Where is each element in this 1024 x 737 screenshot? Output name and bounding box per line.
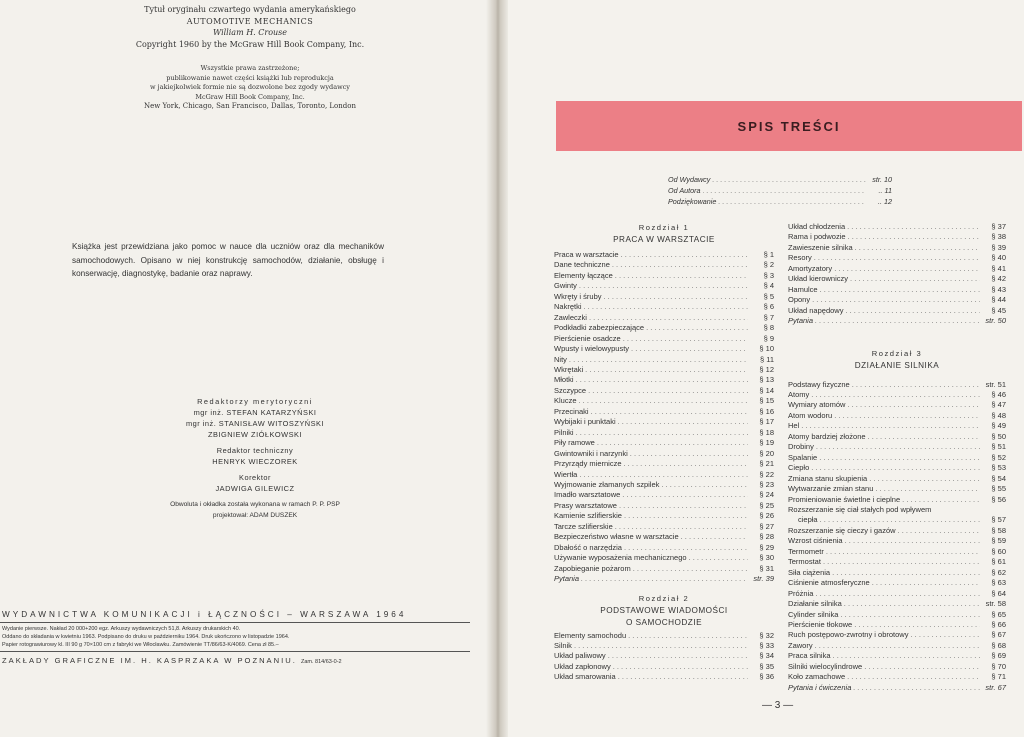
entry-label: Nakrętki [554, 302, 582, 312]
entry-label: Układ kierowniczy [788, 274, 849, 284]
entry-ref: § 40 [991, 253, 1006, 263]
toc-entry [554, 344, 774, 354]
entry-ref: § 12 [759, 364, 774, 374]
entry-label: Wkręty i śruby [554, 291, 602, 301]
imprint-details [0, 622, 470, 652]
entry-ref: § 4 [763, 281, 774, 291]
entry-ref: § 17 [759, 417, 774, 427]
toc-entry [788, 526, 1006, 536]
entry-ref: § 11 [759, 354, 774, 364]
entry-ref: § 6 [763, 302, 774, 312]
entry-ref: § 36 [759, 672, 774, 682]
chapter-1-items [554, 250, 774, 574]
toc-entry [788, 620, 1006, 630]
entry-ref: § 25 [759, 500, 774, 510]
entry-ref: § 38 [991, 232, 1006, 242]
toc-entry-wrapped [788, 505, 1006, 526]
toc-entry [788, 380, 1006, 390]
entry-label: Imadło warsztatowe [554, 490, 621, 500]
entry-ref: § 22 [759, 469, 774, 479]
entry-ref: § 19 [759, 438, 774, 448]
entry-label: Rozszerzanie się ciał stałych pod wpływem [788, 504, 932, 514]
toc-entry [554, 449, 774, 459]
technical-editor-name: HENRYK WIECZOREK [212, 457, 298, 466]
entry-label: Układ paliwowy [554, 651, 606, 661]
toc-entry [788, 411, 1006, 421]
entry-label: Klucze [554, 396, 577, 406]
entry-ref: § 56 [991, 494, 1006, 504]
toc-entry [788, 253, 1006, 263]
copyright-block [70, 4, 430, 50]
printer-name: ZAKŁADY GRAFICZNE IM. H. KASPRZAKA W POZNANIU. [2, 656, 297, 665]
imprint-line: Papier rotograwiurowy kl. III 90 g 70×100 cm z fabryki we Włocławku. Zamówienie TT/86/63-K/4069. Cena zł 85.– [2, 642, 279, 648]
entry-label: Piły ramowe [554, 438, 595, 448]
toc-entry [554, 323, 774, 333]
entry-ref: § 9 [763, 333, 774, 343]
entry-ref: § 39 [991, 242, 1006, 252]
entry-label: Zawieszenie silnika [788, 242, 853, 252]
rights-line: publikowanie nawet części książki lub reprodukcja [166, 73, 334, 82]
entry-label: Silniki wielocylindrowe [788, 661, 863, 671]
toc-entry [554, 553, 774, 563]
toc-entry [554, 250, 774, 260]
entry-label: Wzrost ciśnienia [788, 536, 843, 546]
chapter-2-title [554, 605, 774, 629]
toc-entry [554, 292, 774, 302]
chapter-1-title: PRACA W WARSZTACIE [613, 235, 715, 244]
entry-label: Układ chłodzenia [788, 222, 846, 231]
toc-entry [788, 295, 1006, 305]
entry-label: Pytania [554, 574, 580, 584]
entry-label: Młotki [554, 375, 574, 385]
entry-label: Amortyzatory [788, 263, 833, 273]
toc-entry [554, 501, 774, 511]
entry-label: Wpusty i wielowypusty [554, 344, 630, 354]
toc-entry [788, 610, 1006, 620]
page-number: — 3 — [762, 700, 794, 711]
toc-entry [554, 428, 774, 438]
entry-label: Układ zapłonowy [554, 661, 611, 671]
entry-label: Próżnia [788, 588, 814, 598]
toc-entry [554, 631, 774, 641]
entry-ref: § 49 [991, 421, 1006, 431]
chapter-3-items-continued [788, 526, 1006, 683]
entry-label: Nity [554, 354, 567, 364]
chapter-3-title: DZIAŁANIE SILNIKA [854, 360, 940, 370]
proofreader-name: JADWIGA GILEWICZ [215, 484, 295, 493]
entry-label: Resory [788, 253, 812, 263]
cover-designer: projektował: ADAM DUSZEK [212, 512, 298, 519]
toc-entry [788, 495, 1006, 505]
entry-label: Rama i podwozie [788, 232, 846, 242]
toc-entry [788, 232, 1006, 242]
entry-label: Opony [788, 295, 811, 305]
entry-label: Atom wodoru [788, 410, 833, 420]
entry-ref: § 67 [991, 630, 1006, 640]
entry-label: Działanie silnika [788, 599, 842, 609]
entry-ref: str. 67 [985, 682, 1006, 692]
toc-entry [788, 484, 1006, 494]
entry-label: Używanie wyposażenia mechanicznego [554, 553, 687, 563]
entry-label: Hamulce [788, 284, 818, 294]
imprint-footer [0, 610, 470, 665]
entry-label: Pytania i ćwiczenia [788, 682, 852, 692]
entry-ref: § 66 [991, 619, 1006, 629]
toc-entry [554, 386, 774, 396]
entry-ref: § 55 [991, 484, 1006, 494]
toc-entry [554, 313, 774, 323]
imprint-line: Wydanie pierwsze. Nakład 20 000+200 egz. Arkuszy wydawniczych 51,8. Arkuszy drukarskich 40. [2, 626, 241, 632]
chapter-2-title-line: PODSTAWOWE WIADOMOŚCI [600, 605, 728, 615]
toc-entry [788, 264, 1006, 274]
entry-ref: § 31 [759, 563, 774, 573]
entry-label: Pytania [788, 316, 814, 326]
entry-label: Ruch postępowo-zwrotny i obrotowy [788, 630, 909, 640]
editor-name: mgr inż. STANISŁAW WITOSZYŃSKI [185, 419, 325, 428]
entry-ref: § 7 [763, 312, 774, 322]
toc-entry [788, 536, 1006, 546]
toc-entry [554, 511, 774, 521]
toc-entry [554, 396, 774, 406]
entry-ref: § 48 [991, 410, 1006, 420]
entry-label: Od Autora [668, 186, 701, 195]
entry-label: Atomy [788, 389, 810, 399]
toc-entry [788, 672, 1006, 682]
rights-line: New York, Chicago, San Francisco, Dallas, Toronto, London [144, 102, 356, 110]
toc-entry [554, 302, 774, 312]
entry-ref: § 8 [763, 323, 774, 333]
contents-banner: SPIS TREŚCI [556, 101, 1022, 151]
entry-ref: § 70 [991, 661, 1006, 671]
rights-line: w jakiejkolwiek formie nie są dozwolone bez zgody wydawcy [150, 83, 350, 91]
toc-entry [788, 662, 1006, 672]
entry-label: Wybijaki i punktaki [554, 417, 616, 427]
entry-ref: § 45 [991, 305, 1006, 315]
toc-entry [788, 557, 1006, 567]
entry-ref: § 61 [991, 557, 1006, 567]
entry-ref: § 65 [991, 609, 1006, 619]
entry-label: Pierścienie tłokowe [788, 619, 853, 629]
entry-label: Układ smarowania [554, 672, 616, 682]
toc-entry [788, 630, 1006, 640]
entry-ref: § 35 [759, 661, 774, 671]
entry-ref: str. 10 [872, 175, 892, 184]
entry-ref: § 60 [991, 546, 1006, 556]
toc-entry [788, 589, 1006, 599]
toc-entry [554, 355, 774, 365]
entry-ref: .. 12 [878, 197, 892, 206]
original-title: AUTOMOTIVE MECHANICS [186, 16, 314, 26]
entry-label: Termometr [788, 546, 824, 556]
entry-label: Wytwarzanie zmian stanu [788, 484, 874, 494]
toc-entry [788, 599, 1006, 609]
entry-label: Dbałość o narzędzia [554, 542, 622, 552]
entry-ref: § 18 [759, 427, 774, 437]
toc-entry [554, 459, 774, 469]
toc-entry [554, 365, 774, 375]
chapter-2-heading: Rozdział 2 [638, 593, 690, 603]
entry-ref: .. 11 [878, 186, 892, 195]
entry-label: Przecinaki [554, 406, 589, 416]
right-page [508, 0, 1024, 737]
front-entry [668, 185, 892, 196]
entry-label: Przyrządy miernicze [554, 459, 622, 469]
printer-line [0, 656, 470, 665]
entry-ref: § 15 [759, 396, 774, 406]
entry-label: Pierścienie osadcze [554, 333, 621, 343]
toc-entry [554, 532, 774, 542]
entry-ref: § 28 [759, 532, 774, 542]
front-matter-list [668, 174, 892, 207]
entry-ref: § 29 [759, 542, 774, 552]
entry-label: Atomy bardziej złożone [788, 431, 866, 441]
toc-column-left [554, 222, 774, 683]
entry-ref: § 16 [759, 406, 774, 416]
toc-entry [554, 662, 774, 672]
entry-ref: § 58 [991, 525, 1006, 535]
entry-label: Dane techniczne [554, 260, 610, 270]
entry-label: Tarcze szlifierskie [554, 521, 613, 531]
toc-entry [788, 453, 1006, 463]
entry-label: Zmiana stanu skupienia [788, 473, 868, 483]
entry-label: Zawleczki [554, 312, 587, 322]
entry-label: Wiertła [554, 469, 578, 479]
entry-label: Silnik [554, 640, 572, 650]
entry-label: Drobiny [788, 442, 814, 452]
entry-label: Wyjmowanie złamanych szpilek [554, 479, 660, 489]
entry-ref: § 13 [759, 375, 774, 385]
toc-entry [554, 470, 774, 480]
left-page [0, 0, 498, 737]
entry-label: Spalanie [788, 452, 818, 462]
toc-entry [554, 271, 774, 281]
entry-label: Gwinty [554, 281, 577, 291]
entry-ref: § 2 [763, 260, 774, 270]
entry-label: Gwintowniki i narzynki [554, 448, 628, 458]
toc-entry [788, 222, 1006, 232]
technical-editor-heading: Redaktor techniczny [216, 446, 294, 455]
toc-entry-wrapped-tail [788, 515, 1006, 525]
entry-label: Kamienie szlifierskie [554, 511, 622, 521]
entry-ref: § 64 [991, 588, 1006, 598]
chapter-2-continued-items [788, 222, 1006, 316]
entry-ref: § 57 [991, 515, 1006, 525]
rights-block [70, 64, 430, 112]
cover-note: Obwoluta i okładka została wykonana w ramach P. P. PSP [170, 501, 340, 508]
entry-label: Podkładki zabezpieczające [554, 323, 645, 333]
entry-label: Rozszerzanie się cieczy i gazów [788, 525, 896, 535]
entry-ref: § 21 [759, 459, 774, 469]
entry-ref: § 30 [759, 553, 774, 563]
entry-ref: § 50 [991, 431, 1006, 441]
entry-label: Układ napędowy [788, 305, 844, 315]
entry-label: Ciepło [788, 463, 810, 473]
entry-label: Bezpieczeństwo własne w warsztacie [554, 532, 679, 542]
toc-entry [788, 390, 1006, 400]
toc-entry [788, 463, 1006, 473]
chapter-3-heading: Rozdział 3 [871, 348, 923, 358]
entry-label: Ciśnienie atmosferyczne [788, 578, 870, 588]
entry-ref: § 68 [991, 640, 1006, 650]
toc-entry [554, 407, 774, 417]
chapter-3-questions [788, 683, 1006, 693]
entry-ref: § 59 [991, 536, 1006, 546]
printer-order: Zam. 814/63-0-2 [300, 659, 342, 665]
editor-name: ZBIGNIEW ZIÓŁKOWSKI [207, 430, 303, 439]
entry-label: Zapobieganie pożarom [554, 563, 631, 573]
entry-label: Szczypce [554, 385, 587, 395]
toc-entry [554, 417, 774, 427]
toc-entry [788, 474, 1006, 484]
toc-entry [788, 400, 1006, 410]
entry-ref: § 1 [763, 250, 774, 259]
entry-ref: § 44 [991, 295, 1006, 305]
entry-ref: § 41 [991, 263, 1006, 273]
entry-label: Hel [788, 421, 800, 431]
entry-label: Praca w warsztacie [554, 250, 619, 259]
toc-entry [788, 442, 1006, 452]
entry-label: Wkrętaki [554, 364, 584, 374]
book-gutter [486, 0, 510, 737]
entry-ref: § 42 [991, 274, 1006, 284]
chapter-2-questions [788, 316, 1006, 326]
rights-line: McGraw Hill Book Company, Inc. [195, 92, 305, 101]
entry-ref: str. 58 [985, 599, 1006, 609]
entry-label: Podstawy fizyczne [788, 379, 850, 389]
entry-label: Elementy samochodu [554, 630, 627, 640]
book-description: Książka jest przewidziana jako pomoc w nauce dla uczniów oraz dla mechaników samochodowych. Opisano w niej konstrukcję samochodów, działanie, obsługę i konserwację, diagnostykę, badanie oraz naprawy. [72, 242, 384, 278]
copyright-line: Copyright 1960 by the McGraw Hill Book Company, Inc. [135, 39, 365, 49]
toc-entry [788, 421, 1006, 431]
front-entry [668, 174, 892, 185]
toc-entry [554, 334, 774, 344]
entry-label: Koło zamachowe [788, 672, 846, 682]
toc-entry [554, 641, 774, 651]
toc-entry [788, 547, 1006, 557]
entry-ref: str. 51 [985, 379, 1006, 389]
entry-ref: § 10 [759, 344, 774, 354]
toc-entry [554, 375, 774, 385]
entry-ref: § 14 [759, 385, 774, 395]
entry-ref: § 37 [991, 222, 1006, 231]
toc-entry [554, 672, 774, 682]
entry-ref: § 32 [759, 630, 774, 640]
entry-ref: § 23 [759, 479, 774, 489]
entry-label: Siła ciążenia [788, 567, 831, 577]
entry-ref: str. 39 [753, 574, 774, 584]
entry-label: ciepła [798, 515, 818, 525]
toc-entry [788, 568, 1006, 578]
entry-ref: § 20 [759, 448, 774, 458]
chapter-2-title-line: O SAMOCHODZIE [625, 617, 703, 627]
entry-ref: § 47 [991, 400, 1006, 410]
entry-ref: § 3 [763, 270, 774, 280]
toc-entry [554, 564, 774, 574]
entry-ref: § 33 [759, 640, 774, 650]
toc-entry [554, 522, 774, 532]
entry-label: Od Wydawcy [668, 175, 711, 184]
chapter-2-items [554, 631, 774, 683]
rights-line: Wszystkie prawa zastrzeżone; [200, 64, 300, 72]
entry-ref: § 71 [991, 672, 1006, 682]
entry-ref: § 43 [991, 284, 1006, 294]
chapter-3-items [788, 380, 1006, 505]
toc-entry [554, 651, 774, 661]
toc-entry [554, 438, 774, 448]
entry-ref: § 62 [991, 567, 1006, 577]
entry-ref: § 27 [759, 521, 774, 531]
toc-entry [788, 651, 1006, 661]
front-entry [668, 196, 892, 207]
entry-label: Termostat [788, 557, 821, 567]
toc-entry [788, 432, 1006, 442]
toc-entry [788, 274, 1006, 284]
toc-entry [788, 641, 1006, 651]
editor-name: mgr inż. STEFAN KATARZYŃSKI [193, 408, 317, 417]
entry-ref: § 46 [991, 389, 1006, 399]
entry-ref: § 52 [991, 452, 1006, 462]
editors-block [100, 396, 410, 521]
toc-entry [788, 243, 1006, 253]
toc-entry [788, 306, 1006, 316]
entry-label: Prasy warsztatowe [554, 500, 617, 510]
entry-ref: § 51 [991, 442, 1006, 452]
toc-column-right [788, 222, 1006, 693]
entry-ref: § 63 [991, 578, 1006, 588]
chapter-1-questions [554, 574, 774, 584]
entry-label: Praca silnika [788, 651, 831, 661]
entry-ref: § 24 [759, 490, 774, 500]
toc-entry [554, 260, 774, 270]
entry-ref: § 26 [759, 511, 774, 521]
entry-label: Elementy łączące [554, 270, 613, 280]
toc-entry [554, 480, 774, 490]
chapter-1-heading: Rozdział 1 [638, 223, 690, 232]
imprint-line: Oddano do składania w kwietniu 1963. Podpisano do druku w październiku 1964. Druk ukończono w listopadzie 1964. [2, 634, 290, 640]
entry-ref: § 53 [991, 463, 1006, 473]
entry-label: Pilniki [554, 427, 574, 437]
proofreader-heading: Korektor [239, 473, 271, 482]
editors-heading: Redaktorzy merytoryczni [197, 397, 313, 406]
entry-ref: § 34 [759, 651, 774, 661]
entry-label: Wymiary atomów [788, 400, 846, 410]
entry-ref: § 54 [991, 473, 1006, 483]
entry-ref: str. 50 [985, 316, 1006, 326]
entry-ref: § 5 [763, 291, 774, 301]
toc-entry [554, 281, 774, 291]
toc-entry [554, 490, 774, 500]
entry-label: Podziękowanie [668, 197, 717, 206]
toc-entry [788, 578, 1006, 588]
toc-entry [788, 285, 1006, 295]
original-author: William H. Crouse [212, 28, 288, 37]
original-title-note: Tytuł oryginału czwartego wydania amerykańskiego [144, 5, 356, 14]
entry-label: Cylinder silnika [788, 609, 839, 619]
publisher-line: WYDAWNICTWA KOMUNIKACJI i ŁĄCZNOŚCI – WARSZAWA 1964 [2, 610, 407, 619]
entry-ref: § 69 [991, 651, 1006, 661]
entry-label: Promieniowanie świetlne i cieplne [788, 494, 901, 504]
entry-label: Zawory [788, 640, 813, 650]
toc-entry [554, 543, 774, 553]
